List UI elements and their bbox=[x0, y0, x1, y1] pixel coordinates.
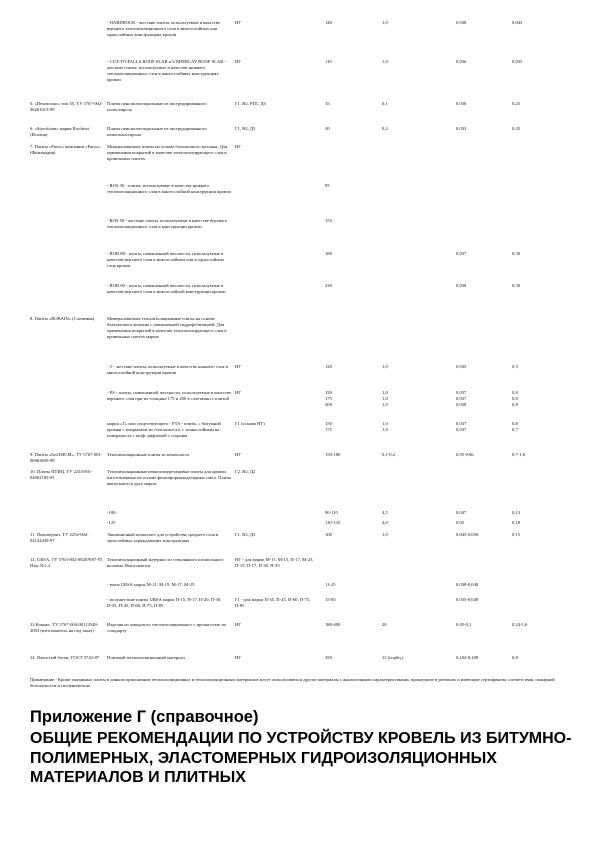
cell-material-name: 5. «Пеноплэкс» тип 35, ТУ 5767-002-46261013-99 bbox=[30, 101, 103, 113]
cell-thermal-conductivity: 0,036 bbox=[456, 59, 467, 64]
cell-description: Плиты пенополистирольные из экструдированного пенополистирола bbox=[107, 126, 207, 138]
cell-description: - ROB 60 - плиты, повышенной жесткости, используемые в качестве верхнего слоя в многослойной конструкции кровли bbox=[107, 283, 226, 295]
cell-description: Плиты пенополистирольные из экструдированного полистирола bbox=[107, 101, 207, 113]
cell-description: - CUT-TO-FALLS ROOF SLAB и UNDERLAY ROOF SLAB - жесткие плиты, используемые в качестве нижнего теплоизоляционного слоя в многослойных конструкциях кровли bbox=[107, 59, 226, 83]
cell-water-absorption: 1,0 bbox=[382, 532, 388, 537]
cell-water-absorption: 1,0 1,0 1,0 bbox=[382, 390, 388, 408]
cell-vapor-permeability: 0,24-1,6 bbox=[512, 622, 528, 627]
cell-thermal-conductivity: 0,038 bbox=[456, 20, 467, 25]
cell-fire-group: НГ bbox=[235, 20, 241, 25]
cell-description: Теплоизоляционные пенополиуретановые плиты для кровли, изготовленные на основе фенолформальдегидных смол. Плиты выпускаются двух марок: bbox=[107, 469, 232, 487]
cell-water-absorption: 4,0 bbox=[382, 520, 388, 525]
cell-description: Минераловатные теплоизоляционные плиты на основе базальтового волокна с повышенной гидрофобизацией. Для применения покрытий в качестве теплоизолирующего слоя в кровельных плитах марки: bbox=[107, 316, 227, 340]
cell-thermal-conductivity: 0,05-0,1 bbox=[456, 622, 472, 627]
cell-density: 15-85 bbox=[325, 597, 336, 602]
cell-description: -100; bbox=[107, 510, 117, 515]
cell-density: 140 bbox=[325, 20, 332, 25]
cell-vapor-permeability: 0,13 bbox=[512, 510, 521, 515]
cell-fire-group: НГ bbox=[235, 655, 241, 660]
cell-fire-group: НГ bbox=[235, 622, 241, 627]
cell-density: 110-135 bbox=[325, 520, 341, 525]
cell-water-absorption: 1,0 1,0 bbox=[382, 421, 388, 433]
cell-density: 90-110 bbox=[325, 510, 338, 515]
cell-density: 180-400 bbox=[325, 622, 341, 627]
cell-water-absorption: 0,1 bbox=[382, 101, 388, 106]
cell-water-absorption: 12 (сорбц.) bbox=[382, 655, 404, 660]
cell-thermal-conductivity: 0,038 bbox=[456, 283, 467, 288]
cell-description: Плитный теплоизоляционный материал bbox=[107, 655, 186, 660]
cell-water-absorption: 4,5 bbox=[382, 510, 388, 515]
cell-material-name: 14. Ячеистый бетон, ГОСТ 5742-87 bbox=[30, 655, 100, 660]
cell-description: - ROB 80 - плиты, повышенной жесткости, используемые в качестве верхнего слоя в многослойном или в однослойном слоя кровли bbox=[107, 251, 224, 269]
cell-vapor-permeability: 0,7-1,8 bbox=[512, 452, 526, 457]
cell-material-name: 9. Плиты «БелТИСМ», ТУ 5767-001-00063639-98 bbox=[30, 452, 103, 464]
cell-fire-group: Г1, В2, Д3 bbox=[235, 126, 256, 131]
cell-density: 150-180 bbox=[325, 452, 341, 457]
cell-description: марки «Т» или существующего - PTA - плиты, с битумной кромки с покрытием из стеклохолста, с тонкослойным на поверхность с коэф. рифленой с стороны bbox=[107, 421, 221, 439]
cell-density: 230 bbox=[325, 283, 332, 288]
cell-density: 180 bbox=[325, 251, 332, 256]
cell-thermal-conductivity: 0,05 bbox=[456, 520, 465, 525]
cell-thermal-conductivity: 0,030 bbox=[456, 101, 467, 106]
cell-description: - HARDROCK - жесткие плиты, используемые в качестве верхнего теплоизоляционного слоя в многослойных или однослойных конструкциях кровли bbox=[107, 20, 220, 38]
cell-vapor-permeability: 0,25 bbox=[512, 101, 521, 106]
cell-fire-group: НГ bbox=[235, 364, 241, 369]
cell-thermal-conductivity: 0,035-0,048 bbox=[456, 597, 479, 602]
cell-density: 120 bbox=[325, 364, 332, 369]
cell-fire-group: НГ bbox=[235, 144, 241, 149]
cell-vapor-permeability: 0,15 bbox=[512, 532, 521, 537]
cell-material-name: 10. Плиты ПТИЦ, ТУ 2254-001-04002185-95 bbox=[30, 469, 93, 481]
cell-fire-group: Г1, В2, Д3 bbox=[235, 532, 256, 537]
cell-thermal-conductivity: 0,038-0,048 bbox=[456, 582, 479, 587]
cell-thermal-conductivity: 0,037 0,037 0,038 bbox=[456, 390, 467, 408]
cell-vapor-permeability: 0,035 bbox=[512, 59, 523, 64]
table-footnote: Примечание - Кроме указанных плиты в данном приложении теплоизоляционных и теплоизоляционных материалов могут использоваться другие материалы с аналогичными характеристиками, прошедшие в регионах и имеющие сертификаты соответствия, пожарной безопасности и гигиенические. bbox=[30, 677, 555, 689]
cell-density: 110 bbox=[325, 59, 332, 64]
cell-description: Теплоизоляционные плиты из пенопласта bbox=[107, 452, 190, 457]
cell-material-name: 8. Плиты «ROBAIN» (Словения) bbox=[30, 316, 95, 321]
cell-description: Минераловатные плиты на основе базальтового волокна. Для применения покрытий в качестве теплоизолирующего слоя в кровельных плитах bbox=[107, 144, 228, 162]
cell-material-name: 11. Пеноперлит, ТУ 2254-004-04144449-97 bbox=[30, 532, 89, 544]
cell-description: - ROS 50 - жесткие плиты, используемые в качестве верхнего теплоизоляционного слоя в конструкции кровли bbox=[107, 218, 228, 230]
cell-vapor-permeability: 0,043 bbox=[512, 20, 523, 25]
cell-description: -125 bbox=[107, 520, 116, 525]
cell-fire-group: НГ bbox=[235, 452, 241, 457]
cell-density: 150 175 200 bbox=[325, 390, 332, 408]
cell-water-absorption: 0,2 bbox=[382, 126, 388, 131]
cell-density: 155 bbox=[325, 218, 332, 223]
cell-density: 11-25 bbox=[325, 582, 336, 587]
cell-fire-group: НГ - для марок М-11, М-15, П-17, М-25, П-15, П-17, П-30, П-35 bbox=[235, 557, 314, 569]
cell-description: Экономичный пенопласт для устройства среднего слоя в трехслойных ограждающих конструкциях bbox=[107, 532, 219, 544]
cell-description: - PS - плиты, повышенной жесткости, используемые в качестве верхнего слоя при их толщине 175 и 200 в сочетании с плитой bbox=[107, 390, 231, 402]
cell-thermal-conductivity: 0,047 bbox=[456, 510, 467, 515]
cell-vapor-permeability: 0,18 bbox=[512, 520, 521, 525]
cell-vapor-permeability: 0,8 0,8 0,8 bbox=[512, 390, 518, 408]
cell-density: 95 bbox=[325, 183, 330, 188]
cell-description: - полужесткие плиты URSA марок П-15, П-17, П-20, П-30, П-35, П-45, П-60, П-75, П-85 bbox=[107, 597, 222, 609]
cell-material-name: 13.Комакс, ТУ 5767-004-00113548-2003 (изготовитель на под заказ) bbox=[30, 622, 99, 634]
cell-thermal-conductivity: 0,05-0,06 bbox=[456, 452, 474, 457]
appendix-title: Приложение Г (справочное) bbox=[30, 708, 259, 726]
cell-material-name: 7. Плиты «Paroc» компании «Paroc» (Финляндия) bbox=[30, 144, 101, 156]
cell-vapor-permeability: 0,30 bbox=[512, 283, 521, 288]
section-heading: ОБЩИЕ РЕКОМЕНДАЦИИ ПО УСТРОЙСТВУ КРОВЕЛЬ ИЗ БИТУМНО-ПОЛИМЕРНЫХ, ЭЛАСТОМЕРНЫХ ГИДРОИЗОЛЯЦИОННЫХ МАТЕРИАЛОВ И ПЛИТНЫХ bbox=[30, 730, 572, 786]
cell-fire-group: НГ bbox=[235, 390, 241, 395]
cell-vapor-permeability: 0,30 bbox=[512, 251, 521, 256]
cell-material-name: 6. «Styrofoam» марки Roofmat (Италия) bbox=[30, 126, 89, 138]
cell-description: - маты URSA марок М-11, М-15, М-17, М-25 bbox=[107, 582, 195, 587]
cell-fire-group: НГ bbox=[235, 59, 241, 64]
cell-vapor-permeability: 0,3 bbox=[512, 364, 518, 369]
cell-thermal-conductivity: 0,033 bbox=[456, 126, 467, 131]
cell-thermal-conductivity: 0,104-0,108 bbox=[456, 655, 479, 660]
cell-vapor-permeability: 0,25 bbox=[512, 126, 521, 131]
cell-water-absorption: 20 bbox=[382, 622, 387, 627]
cell-thermal-conductivity: 0,035 bbox=[456, 364, 467, 369]
cell-density: 35 bbox=[325, 101, 330, 106]
cell-fire-group: Г2, В2, Д2 bbox=[235, 469, 256, 474]
cell-description: - ROS 30 - плиты, используемые в качестве нижнего теплоизоляционного слоя в многослойной конструкции кровли bbox=[107, 183, 231, 195]
cell-density: 150 175 bbox=[325, 421, 332, 433]
cell-thermal-conductivity: 0,037 0,037 bbox=[456, 421, 467, 433]
cell-description: Теплоизоляционный материал из стеклянного штапельного волокна. Выпускается bbox=[107, 557, 224, 569]
cell-density: 30 bbox=[325, 126, 330, 131]
cell-water-absorption: 1,0 bbox=[382, 59, 388, 64]
cell-description: - Т - жесткие плиты, используемые в качестве нижнего слоя в многослойной конструкции кровли bbox=[107, 364, 228, 376]
cell-vapor-permeability: 0,8 bbox=[512, 655, 518, 660]
cell-fire-group: Г1, В2, РП1, Д3 bbox=[235, 101, 266, 106]
cell-thermal-conductivity: 0,037 bbox=[456, 251, 467, 256]
cell-description: Изделия из заводского теплоизоляционного с прочностью по стандарту bbox=[107, 622, 227, 634]
cell-fire-group: Г1 (основа НГ) bbox=[235, 421, 265, 426]
cell-water-absorption: 1,0 bbox=[382, 364, 388, 369]
cell-water-absorption: 1,0 bbox=[382, 20, 388, 25]
cell-fire-group: Г1 - для марок П-35, П-45, П-60, П-75, П-85 bbox=[235, 597, 311, 609]
cell-material-name: 12. URSA, ТУ 5763-002-00287697-97, Изм. №1,2 bbox=[30, 557, 104, 569]
cell-thermal-conductivity: 0,045-0,050 bbox=[456, 532, 479, 537]
cell-water-absorption: 0,1-0,2 bbox=[382, 452, 396, 457]
cell-vapor-permeability: 0,8 0,7 bbox=[512, 421, 518, 433]
cell-density: 100 bbox=[325, 532, 332, 537]
cell-density: 350 bbox=[325, 655, 332, 660]
